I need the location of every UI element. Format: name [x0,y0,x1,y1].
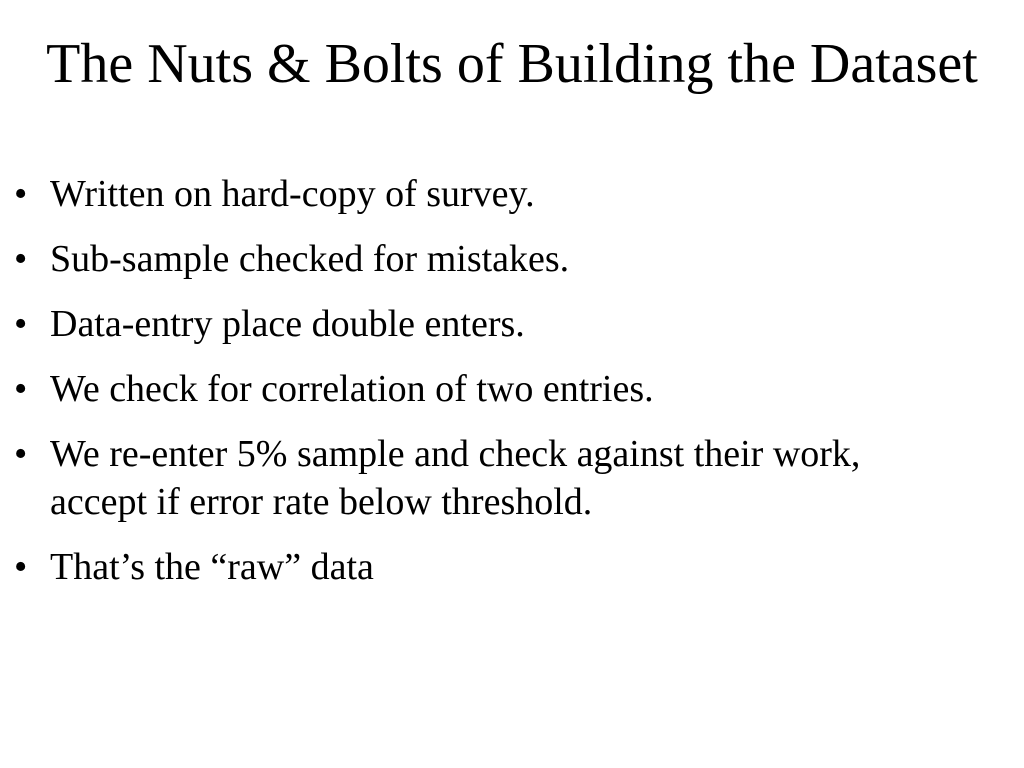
bullet-item [12,430,962,526]
bullet-text: Written on hard-copy of survey. [50,173,535,215]
bullet-text: Sub-sample checked for mistakes. [50,238,570,280]
bullet-icon: • [14,433,28,475]
bullet-icon: • [14,303,28,345]
bullet-icon: • [14,368,28,410]
bullet-item [12,170,962,218]
bullet-icon: • [14,238,28,280]
bullet-item [12,365,962,413]
bullet-text: Data-entry place double enters. [50,303,525,345]
bullet-text: We re-enter 5% sample and check against their work, accept if error rate below threshold. [50,433,861,523]
bullet-text: We check for correlation of two entries. [50,368,654,410]
bullet-icon: • [14,173,28,215]
bullet-list [12,170,962,608]
bullet-text: That’s the “raw” data [50,546,374,588]
bullet-icon: • [14,546,28,588]
bullet-item [12,543,962,591]
bullet-item [12,235,962,283]
bullet-item [12,300,962,348]
slide-title: The Nuts & Bolts of Building the Dataset [46,33,978,95]
